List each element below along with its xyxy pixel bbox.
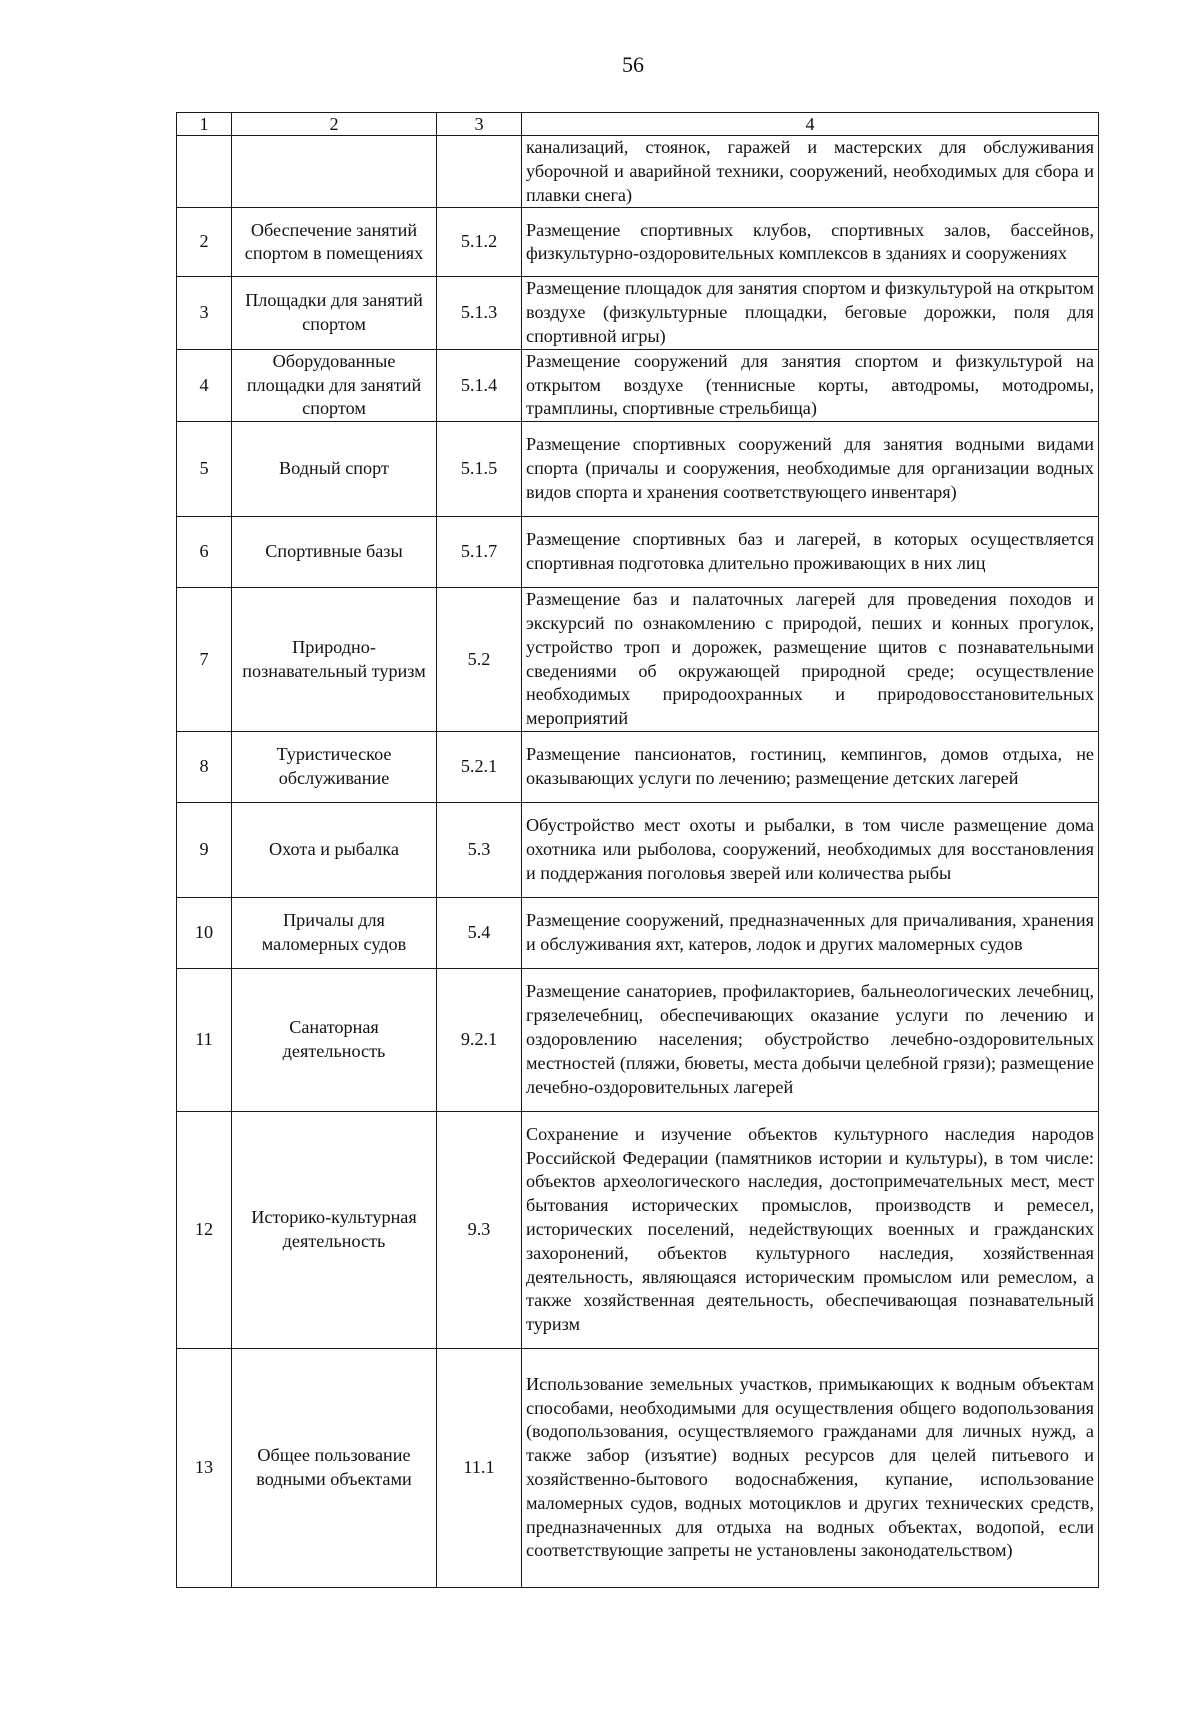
use-type-description: Использование земельных участков, примыкающих к водным объектам способами, необходимыми для осуществления общего водопользования (водопользования, осуществляемого гражданами для личных нужд, а также забор (изъятие) водных ресурсов для целей питьевого и хозяйственно-бытового водоснабжения, купание, использование маломерных судов, водных мотоциклов и других технических средств, предназначенных для отдыха на водных объектах, водопой, если соответствующие запреты не установлены законодательством) (522, 1348, 1099, 1587)
table-row (177, 968, 1099, 1111)
use-type-name: Охота и рыбалка (232, 802, 437, 897)
use-type-code: 11.1 (437, 1348, 522, 1587)
use-type-name: Водный спорт (232, 422, 437, 517)
use-type-code: 9.2.1 (437, 968, 522, 1111)
table-row (177, 897, 1099, 968)
use-type-name: Спортивные базы (232, 517, 437, 588)
table-row (177, 802, 1099, 897)
use-type-description: Обустройство мест охоты и рыбалки, в том числе размещение дома охотника или рыболова, сооружений, необходимых для восстановления и поддержания поголовья зверей или количества рыбы (522, 802, 1099, 897)
row-number: 3 (177, 277, 232, 349)
use-type-code: 5.1.4 (437, 349, 522, 421)
header-cell: 4 (522, 113, 1099, 136)
table-row (177, 277, 1099, 349)
use-type-code: 5.1.2 (437, 208, 522, 277)
row-number: 5 (177, 422, 232, 517)
row-number: 4 (177, 349, 232, 421)
use-type-name: Природно-познавательный туризм (232, 588, 437, 732)
use-type-name: Оборудованные площадки для занятий спортом (232, 349, 437, 421)
use-type-code: 5.1.7 (437, 517, 522, 588)
use-type-code: 5.1.5 (437, 422, 522, 517)
land-use-table (176, 112, 1099, 1588)
use-type-code: 5.2 (437, 588, 522, 732)
use-type-name: Обеспечение занятий спортом в помещениях (232, 208, 437, 277)
header-cell: 1 (177, 113, 232, 136)
row-number: 9 (177, 802, 232, 897)
use-type-name (232, 136, 437, 208)
table-row (177, 136, 1099, 208)
use-type-description: Размещение площадок для занятия спортом и физкультурой на открытом воздухе (физкультурные площадки, беговые дорожки, поля для спортивной игры) (522, 277, 1099, 349)
use-type-code: 5.1.3 (437, 277, 522, 349)
table-row (177, 349, 1099, 421)
use-type-description: Сохранение и изучение объектов культурного наследия народов Российской Федерации (памятников истории и культуры), в том числе: объектов археологического наследия, достопримечательных мест, мест бытования исторических промыслов, производств и ремесел, исторических поселений, недействующих военных и гражданских захоронений, объектов культурного наследия, хозяйственная деятельность, являющаяся историческим промыслом или ремеслом, а также хозяйственная деятельность, обеспечивающая познавательный туризм (522, 1111, 1099, 1348)
use-type-description: Размещение сооружений для занятия спортом и физкультурой на открытом воздухе (теннисные корты, автодромы, мотодромы, трамплины, спортивные стрельбища) (522, 349, 1099, 421)
table-row (177, 1348, 1099, 1587)
use-type-code: 5.2.1 (437, 731, 522, 802)
use-type-name: Туристическое обслуживание (232, 731, 437, 802)
page-number: 56 (622, 52, 644, 77)
header-cell: 2 (232, 113, 437, 136)
use-type-description: Размещение спортивных клубов, спортивных залов, бассейнов, физкультурно-оздоровительных комплексов в зданиях и сооружениях (522, 208, 1099, 277)
table-row (177, 208, 1099, 277)
row-number: 12 (177, 1111, 232, 1348)
row-number: 8 (177, 731, 232, 802)
row-number: 13 (177, 1348, 232, 1587)
row-number: 2 (177, 208, 232, 277)
use-type-name: Общее пользование водными объектами (232, 1348, 437, 1587)
table-header-row (177, 113, 1099, 136)
row-number (177, 136, 232, 208)
row-number: 10 (177, 897, 232, 968)
use-type-description: Размещение спортивных сооружений для занятия водными видами спорта (причалы и сооружения, необходимые для организации водных видов спорта и хранения соответствующего инвентаря) (522, 422, 1099, 517)
use-type-name: Площадки для занятий спортом (232, 277, 437, 349)
use-type-name: Санаторная деятельность (232, 968, 437, 1111)
use-type-description: Размещение спортивных баз и лагерей, в которых осуществляется спортивная подготовка длительно проживающих в них лиц (522, 517, 1099, 588)
use-type-description: Размещение пансионатов, гостиниц, кемпингов, домов отдыха, не оказывающих услуги по лечению; размещение детских лагерей (522, 731, 1099, 802)
table-row (177, 588, 1099, 732)
use-type-code: 5.4 (437, 897, 522, 968)
table-row (177, 517, 1099, 588)
row-number: 6 (177, 517, 232, 588)
use-type-code: 9.3 (437, 1111, 522, 1348)
row-number: 7 (177, 588, 232, 732)
use-type-description: канализаций, стоянок, гаражей и мастерских для обслуживания уборочной и аварийной техники, сооружений, необходимых для сбора и плавки снега) (522, 136, 1099, 208)
table-row (177, 1111, 1099, 1348)
use-type-code (437, 136, 522, 208)
header-cell: 3 (437, 113, 522, 136)
use-type-description: Размещение баз и палаточных лагерей для проведения походов и экскурсий по ознакомлению с природой, пеших и конных прогулок, устройство троп и дорожек, размещение щитов с познавательными сведениями об окружающей природной среде; осуществление необходимых природоохранных и природовосстановительных мероприятий (522, 588, 1099, 732)
use-type-code: 5.3 (437, 802, 522, 897)
use-type-name: Историко-культурная деятельность (232, 1111, 437, 1348)
use-type-name: Причалы для маломерных судов (232, 897, 437, 968)
table-row (177, 422, 1099, 517)
use-type-description: Размещение санаториев, профилакториев, бальнеологических лечебниц, грязелечебниц, обеспечивающих оказание услуги по лечению и оздоровлению населения; обустройство лечебно-оздоровительных местностей (пляжи, бюветы, места добычи целебной грязи); размещение лечебно-оздоровительных лагерей (522, 968, 1099, 1111)
use-type-description: Размещение сооружений, предназначенных для причаливания, хранения и обслуживания яхт, катеров, лодок и других маломерных судов (522, 897, 1099, 968)
row-number: 11 (177, 968, 232, 1111)
table-row (177, 731, 1099, 802)
